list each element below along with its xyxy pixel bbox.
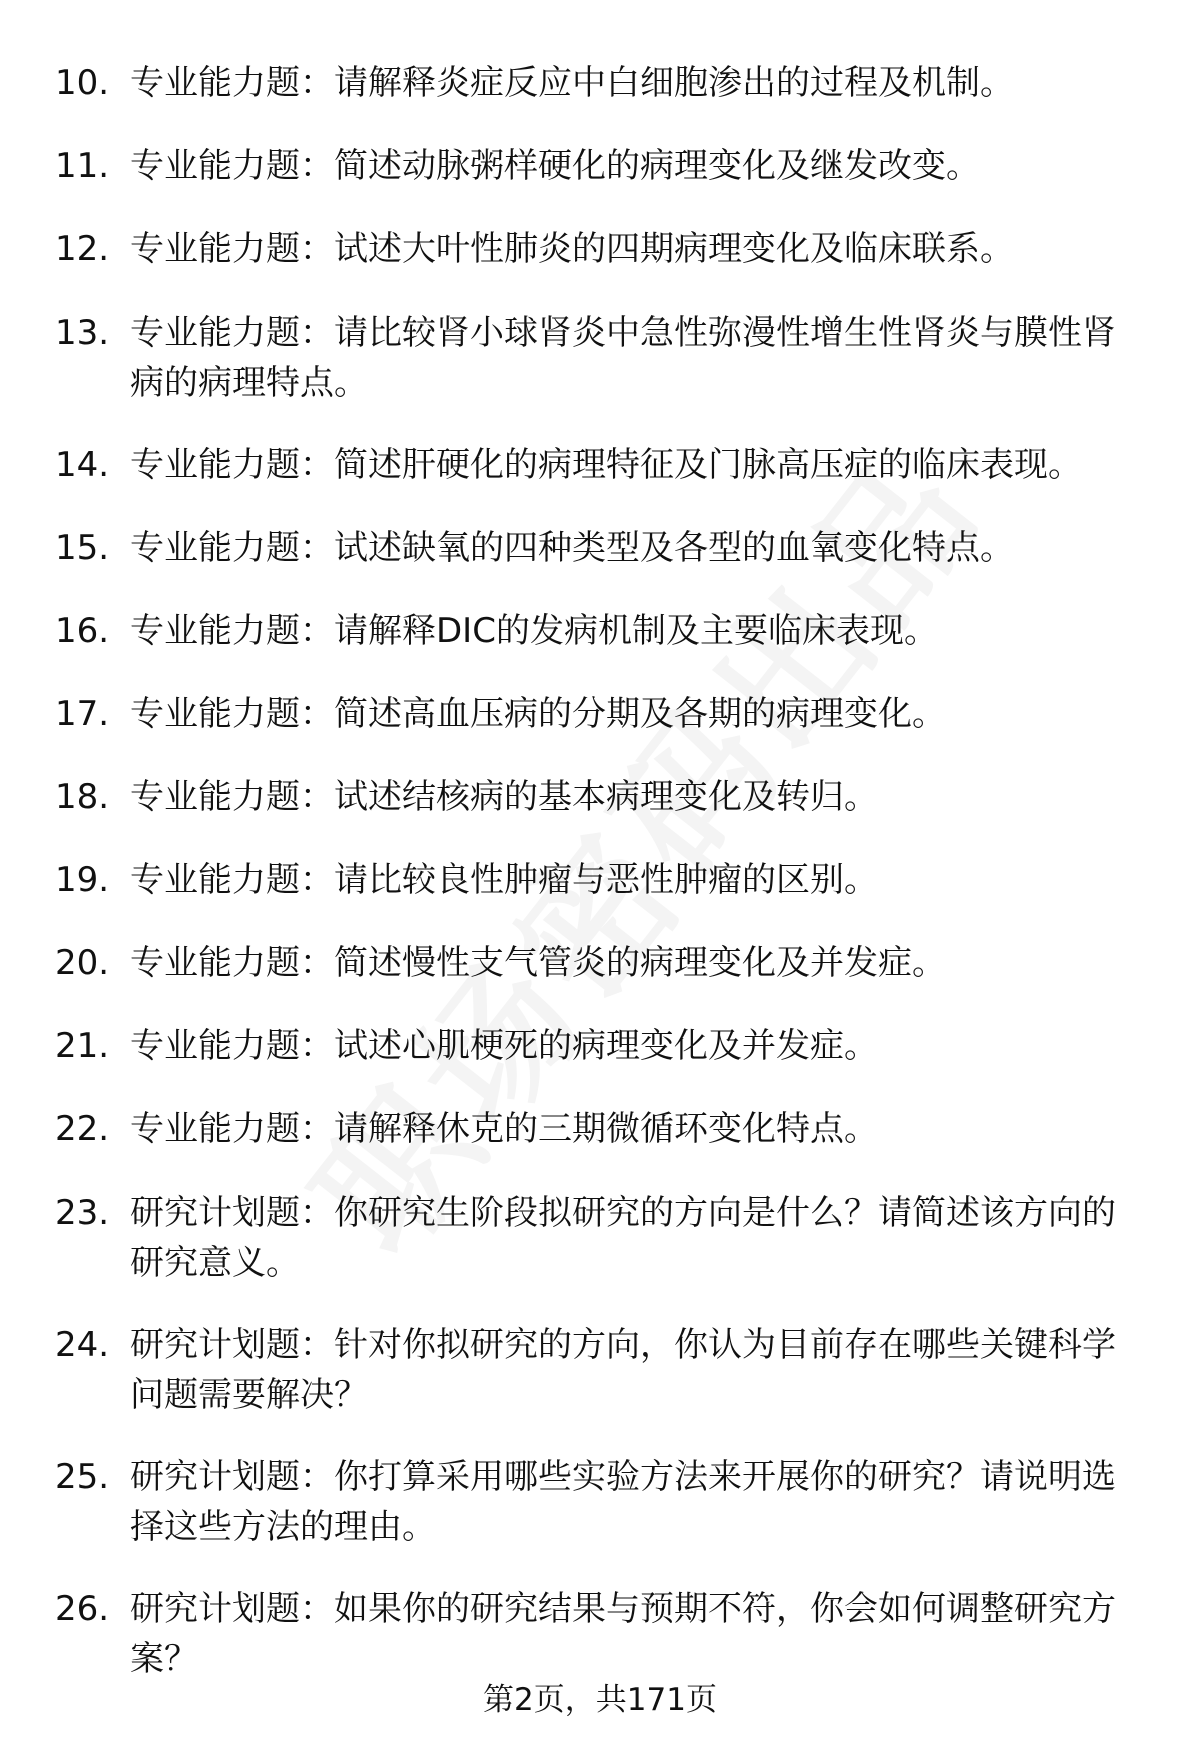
question-text: 专业能力题：请比较良性肿瘤与恶性肿瘤的区别。: [130, 860, 878, 900]
question-number: 15.: [55, 528, 110, 568]
question-text: 专业能力题：简述动脉粥样硬化的病理变化及继发改变。: [130, 146, 980, 186]
question-number: 21.: [55, 1026, 110, 1066]
question-number: 12.: [55, 229, 110, 269]
question-number: 19.: [55, 860, 110, 900]
question-text: 专业能力题：请比较肾小球肾炎中急性弥漫性增生性肾炎与膜性肾病的病理特点。: [130, 313, 1116, 403]
question-number: 20.: [55, 943, 110, 983]
question-text: 研究计划题：你研究生阶段拟研究的方向是什么？请简述该方向的研究意义。: [130, 1193, 1116, 1283]
question-number: 16.: [55, 611, 110, 651]
question-number: 25.: [55, 1457, 110, 1497]
question-number: 10.: [55, 63, 110, 103]
question-number: 17.: [55, 694, 110, 734]
question-text: 研究计划题：你打算采用哪些实验方法来开展你的研究？请说明选择这些方法的理由。: [130, 1457, 1116, 1547]
question-number: 13.: [55, 313, 110, 353]
question-number: 23.: [55, 1193, 110, 1233]
page-footer: [0, 1678, 1200, 1722]
page-number-label: 第2页，共171页: [483, 1682, 717, 1718]
question-text: 专业能力题：试述结核病的基本病理变化及转归。: [130, 777, 878, 817]
question-text: 专业能力题：请解释休克的三期微循环变化特点。: [130, 1109, 878, 1149]
question-text: 专业能力题：简述高血压病的分期及各期的病理变化。: [130, 694, 946, 734]
question-text: 研究计划题：针对你拟研究的方向，你认为目前存在哪些关键科学问题需要解决？: [130, 1325, 1116, 1415]
question-number: 11.: [55, 146, 110, 186]
question-number: 26.: [55, 1589, 110, 1629]
question-number: 18.: [55, 777, 110, 817]
question-number: 14.: [55, 445, 110, 485]
question-text: 专业能力题：试述心肌梗死的病理变化及并发症。: [130, 1026, 878, 1066]
question-text: 专业能力题：请解释炎症反应中白细胞渗出的过程及机制。: [130, 63, 1014, 103]
question-text: 专业能力题：试述大叶性肺炎的四期病理变化及临床联系。: [130, 229, 1014, 269]
question-number: 24.: [55, 1325, 110, 1365]
question-number: 22.: [55, 1109, 110, 1149]
question-text: 研究计划题：如果你的研究结果与预期不符，你会如何调整研究方案？: [130, 1589, 1116, 1679]
question-text: 专业能力题：请解释DIC的发病机制及主要临床表现。: [130, 611, 938, 651]
question-text: 专业能力题：试述缺氧的四种类型及各型的血氧变化特点。: [130, 528, 1014, 568]
question-text: 专业能力题：简述慢性支气管炎的病理变化及并发症。: [130, 943, 946, 983]
question-text: 专业能力题：简述肝硬化的病理特征及门脉高压症的临床表现。: [130, 445, 1082, 485]
